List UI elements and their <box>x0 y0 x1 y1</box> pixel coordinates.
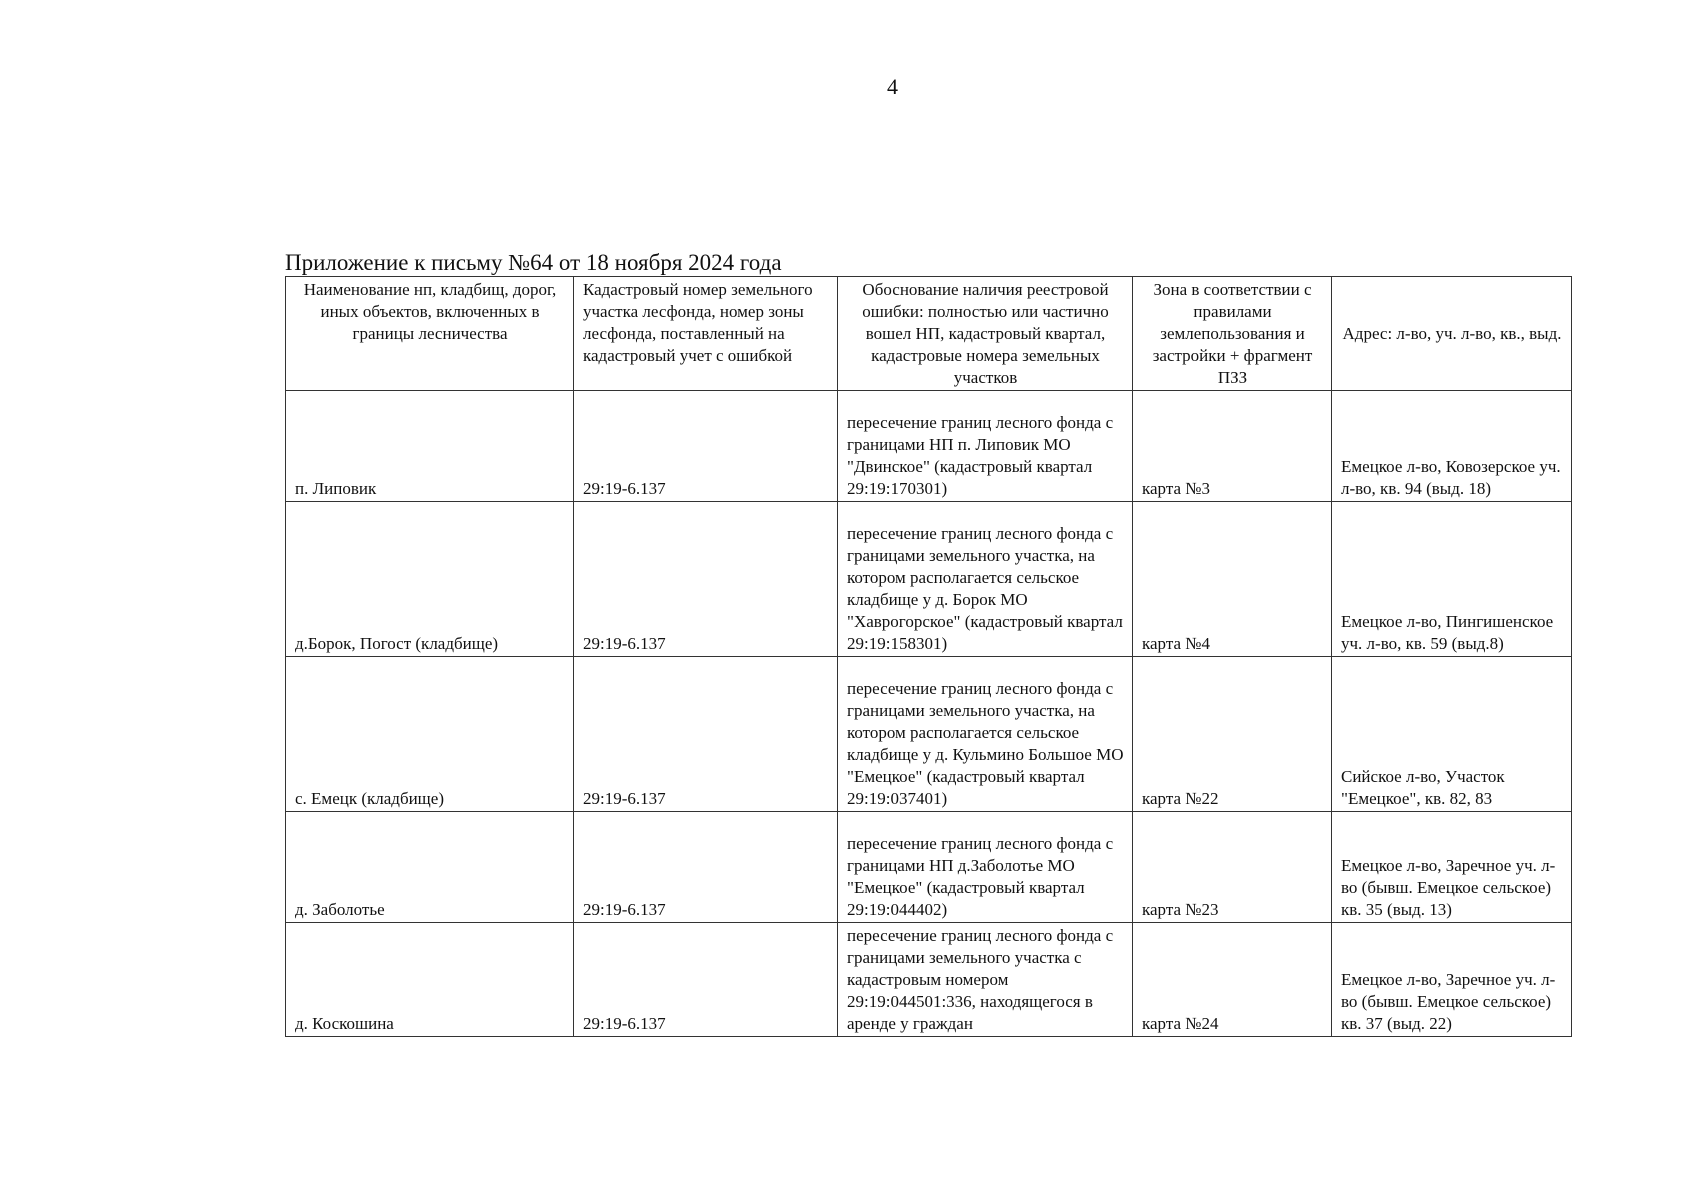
table-header-row <box>286 277 1572 391</box>
cell-address: Емецкое л-во, Пингишенское уч. л-во, кв. 59 (выд.8) <box>1332 502 1572 657</box>
cell-error-reason: пересечение границ лесного фонда с границами земельного участка, на котором располагается сельское кладбище у д. Борок МО "Хаврогорское" (кадастровый квартал 29:19:158301) <box>838 502 1133 657</box>
table-row <box>286 923 1572 1037</box>
table-row <box>286 812 1572 923</box>
cell-address: Емецкое л-во, Ковозерское уч. л-во, кв. 94 (выд. 18) <box>1332 391 1572 502</box>
cell-zone: карта №22 <box>1133 657 1332 812</box>
cell-object-name: с. Емецк (кладбище) <box>286 657 574 812</box>
header-zone: Зона в соответствии с правилами землепользования и застройки + фрагмент ПЗЗ <box>1133 277 1332 391</box>
cell-cadastral-number: 29:19-6.137 <box>574 502 838 657</box>
cell-address: Сийское л-во, Участок "Емецкое", кв. 82, 83 <box>1332 657 1572 812</box>
cell-error-reason: пересечение границ лесного фонда с границами НП д.Заболотье МО "Емецкое" (кадастровый квартал 29:19:044402) <box>838 812 1133 923</box>
header-object-name: Наименование нп, кладбищ, дорог, иных объектов, включенных в границы лесничества <box>286 277 574 391</box>
page-number: 4 <box>887 74 898 99</box>
cell-cadastral-number: 29:19-6.137 <box>574 391 838 502</box>
header-error-reason: Обоснование наличия реестровой ошибки: полностью или частично вошел НП, кадастровый квартал, кадастровые номера земельных участков <box>838 277 1133 391</box>
cell-address: Емецкое л-во, Заречное уч. л-во (бывш. Емецкое сельское) кв. 37 (выд. 22) <box>1332 923 1572 1037</box>
cell-cadastral-number: 29:19-6.137 <box>574 657 838 812</box>
appendix-caption: Приложение к письму №64 от 18 ноября 2024 года <box>285 250 782 275</box>
cell-error-reason: пересечение границ лесного фонда с границами НП п. Липовик МО "Двинское" (кадастровый квартал 29:19:170301) <box>838 391 1133 502</box>
table-row <box>286 657 1572 812</box>
cell-zone: карта №4 <box>1133 502 1332 657</box>
cell-object-name: д.Борок, Погост (кладбище) <box>286 502 574 657</box>
cell-cadastral-number: 29:19-6.137 <box>574 812 838 923</box>
cell-cadastral-number: 29:19-6.137 <box>574 923 838 1037</box>
header-cadastral-number: Кадастровый номер земельного участка лесфонда, номер зоны лесфонда, поставленный на кадастровый учет с ошибкой <box>574 277 838 391</box>
cell-object-name: д. Коскошина <box>286 923 574 1037</box>
cell-object-name: д. Заболотье <box>286 812 574 923</box>
cell-error-reason: пересечение границ лесного фонда с границами земельного участка с кадастровым номером 29:19:044501:336, находящегося в аренде у граждан <box>838 923 1133 1037</box>
header-address: Адрес: л-во, уч. л-во, кв., выд. <box>1332 277 1572 391</box>
cell-error-reason: пересечение границ лесного фонда с границами земельного участка, на котором располагается сельское кладбище у д. Кульмино Большое МО "Емецкое" (кадастровый квартал 29:19:037401) <box>838 657 1133 812</box>
cell-zone: карта №3 <box>1133 391 1332 502</box>
cell-zone: карта №23 <box>1133 812 1332 923</box>
registry-error-table <box>285 276 1572 1037</box>
cell-address: Емецкое л-во, Заречное уч. л-во (бывш. Емецкое сельское) кв. 35 (выд. 13) <box>1332 812 1572 923</box>
table-row <box>286 391 1572 502</box>
table-row <box>286 502 1572 657</box>
cell-object-name: п. Липовик <box>286 391 574 502</box>
cell-zone: карта №24 <box>1133 923 1332 1037</box>
